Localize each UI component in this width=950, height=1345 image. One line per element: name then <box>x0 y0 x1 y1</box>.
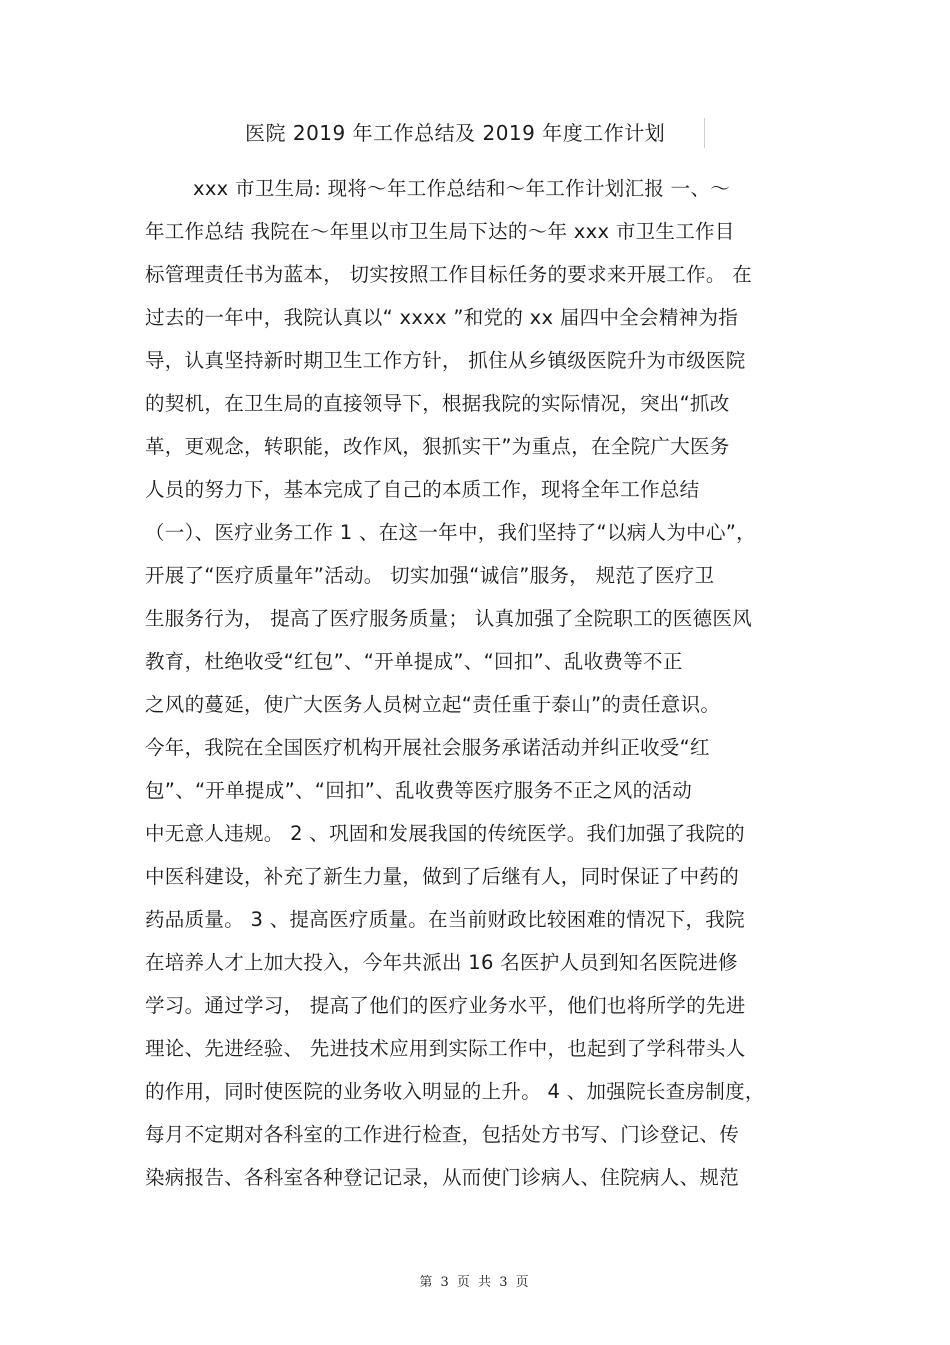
body-line: 标管理责任书为蓝本， 切实按照工作目标任务的要求来开展工作。 在 <box>145 263 752 286</box>
body-line: 年工作总结 我院在～年里以市卫生局下达的～年 xxx 市卫生工作目 <box>145 220 735 243</box>
body-line: 中医科建设，补充了新生力量，做到了后继有人，同时保证了中药的 <box>145 865 740 888</box>
title-area <box>245 116 705 150</box>
body-line: 染病报告、各科室各种登记记录，从而使门诊病人、住院病人、规范 <box>145 1166 740 1189</box>
body-line: 开展了“医疗质量年”活动。 切实加强“诚信”服务， 规范了医疗卫 <box>145 564 715 587</box>
body-line: 理论、先进经验、 先进技术应用到实际工作中，也起到了学科带头人 <box>145 1037 746 1060</box>
body-line: xxx 市卫生局: 现将～年工作总结和～年工作计划汇报 一、～ <box>193 177 731 200</box>
body-line: （一）、医疗业务工作 1 、在这一年中，我们坚持了“以病人为中心”， <box>145 521 756 544</box>
body-line: 的契机，在卫生局的直接领导下，根据我院的实际情况，突出“抓改 <box>145 392 730 415</box>
body-line: 药品质量。 3 、提高医疗质量。在当前财政比较困难的情况下，我院 <box>145 908 745 931</box>
body-line: 每月不定期对各科室的工作进行检查，包括处方书写、门诊登记、传 <box>145 1123 740 1146</box>
body-line: 革，更观念，转职能，改作风，狠抓实干”为重点，在全院广大医务 <box>145 435 730 458</box>
body-line: 过去的一年中，我院认真以“ xxxx ”和党的 xx 届四中全会精神为指 <box>145 306 739 329</box>
body-line: 教育，杜绝收受“红包”、“开单提成”、“回扣”、乱收费等不正 <box>145 650 683 673</box>
document-title: 医院 2019 年工作总结及 2019 年度工作计划 <box>245 121 666 145</box>
body-line: 人员的努力下，基本完成了自己的本质工作，现将全年工作总结 <box>145 478 700 501</box>
body-line: 之风的蔓延，使广大医务人员树立起“责任重于泰山”的责任意识。 <box>145 693 721 716</box>
body-line: 今年，我院在全国医疗机构开展社会服务承诺活动并纠正收受“红 <box>145 736 710 759</box>
body-line: 的作用，同时使医院的业务收入明显的上升。 4 、加强院长查房制度， <box>145 1080 765 1103</box>
body-line: 导，认真坚持新时期卫生工作方针， 抓住从乡镇级医院升为市级医院 <box>145 349 746 372</box>
body-line: 中无意人违规。 2 、巩固和发展我国的传统医学。我们加强了我院的 <box>145 822 745 845</box>
body-line: 学习。通过学习， 提高了他们的医疗业务水平，他们也将所学的先进 <box>145 994 746 1017</box>
page-number: 第 3 页 共 3 页 <box>419 1275 531 1290</box>
text-cursor-mark <box>704 118 705 148</box>
body-line: 在培养人才上加大投入，今年共派出 16 名医护人员到知名医院进修 <box>145 951 738 974</box>
body-line: 包”、“开单提成”、“回扣”、乱收费等医疗服务不正之风的活动 <box>145 779 693 802</box>
body-line: 生服务行为， 提高了医疗服务质量； 认真加强了全院职工的医德医风 <box>145 607 752 630</box>
